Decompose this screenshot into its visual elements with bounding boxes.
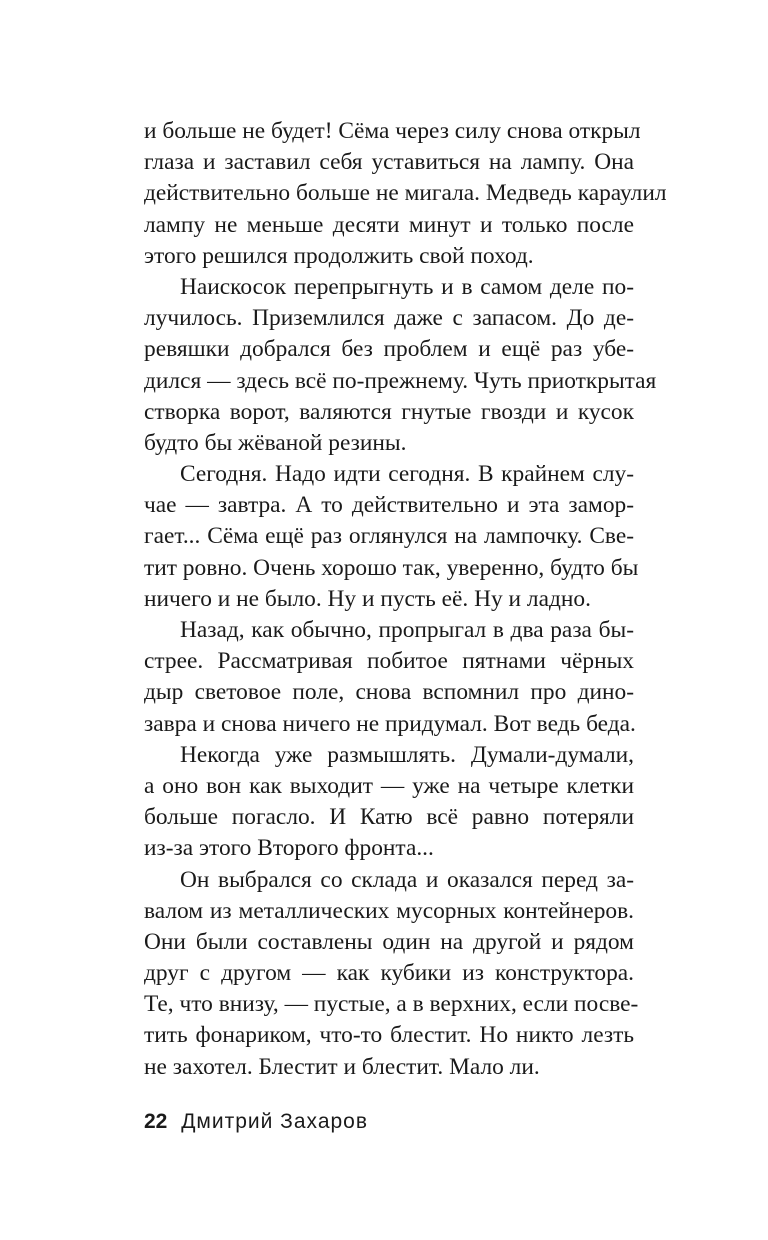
text-line: из-за этого Второго фронта... <box>144 835 434 862</box>
text-line: тить фонариком, что-то блестит. Но никто лезть <box>144 1022 634 1049</box>
page-number: 22 <box>144 1110 168 1133</box>
paragraph <box>144 459 639 615</box>
text-line: стрее. Рассматривая побитое пятнами чёрных <box>144 648 634 675</box>
text-line: дыр световое поле, снова вспомнил про дино- <box>144 679 634 706</box>
text-line: дился — здесь всё по-прежнему. Чуть приоткрытая <box>144 367 657 394</box>
text-line: и больше не будет! Сёма через силу снова открыл <box>144 118 641 144</box>
text-line: будто бы жёваной резины. <box>144 429 407 456</box>
text-line: тит ровно. Очень хорошо так, уверенно, будто бы <box>144 554 639 581</box>
text-line: ничего и не было. Ну и пусть её. Ну и ладно. <box>144 585 591 612</box>
text-line: створка ворот, валяются гнутые гвозди и кусок <box>144 398 634 425</box>
text-line: валом из металлических мусорных контейнеров. <box>144 897 634 924</box>
paragraph <box>144 272 657 459</box>
paragraph <box>144 865 639 1083</box>
text-line: этого решился продолжить свой поход. <box>144 242 534 269</box>
text-line: друг с другом — как кубики из конструктора. <box>144 960 634 987</box>
paragraph <box>144 615 634 740</box>
text-line: лучилось. Приземлился даже с запасом. До де- <box>144 305 634 332</box>
text-line: Сегодня. Надо идти сегодня. В крайнем слу- <box>180 461 634 488</box>
paragraph <box>144 116 667 272</box>
text-line: а оно вон как выходит — уже на четыре клетки <box>144 772 634 799</box>
text-line: чае — завтра. А то действительно и эта замор- <box>144 492 634 519</box>
text-line: Некогда уже размышлять. Думали-думали, <box>180 741 634 768</box>
text-line: Те, что внизу, — пустые, а в верхних, если посве- <box>144 991 639 1018</box>
author-name: Дмитрий Захаров <box>181 1110 369 1133</box>
text-line: гает... Сёма ещё раз оглянулся на лампочку. Све- <box>144 523 634 550</box>
text-line: завра и снова ничего не придумал. Вот ведь беда. <box>144 710 636 737</box>
text-line: Они были составлены один на другой и рядом <box>144 928 634 955</box>
page-footer <box>144 1110 368 1134</box>
text-line: действительно больше не мигала. Медведь караулил <box>144 180 667 207</box>
text-line: Назад, как обычно, пропрыгал в два раза бы- <box>180 617 634 643</box>
text-line: лампу не меньше десяти минут и только после <box>144 211 634 238</box>
text-line: больше погасло. И Катю всё равно потеряли <box>144 804 634 831</box>
paragraph <box>144 740 634 865</box>
text-line: Наискосок перепрыгнуть и в самом деле по- <box>180 273 634 300</box>
text-line: Он выбрался со склада и оказался перед за- <box>180 866 634 893</box>
body-text <box>144 116 667 1083</box>
text-line: не захотел. Блестит и блестит. Мало ли. <box>144 1053 540 1080</box>
text-line: глаза и заставил себя уставиться на лампу. Она <box>144 149 634 176</box>
text-line: ревяшки добрался без проблем и ещё раз убе- <box>144 336 634 363</box>
